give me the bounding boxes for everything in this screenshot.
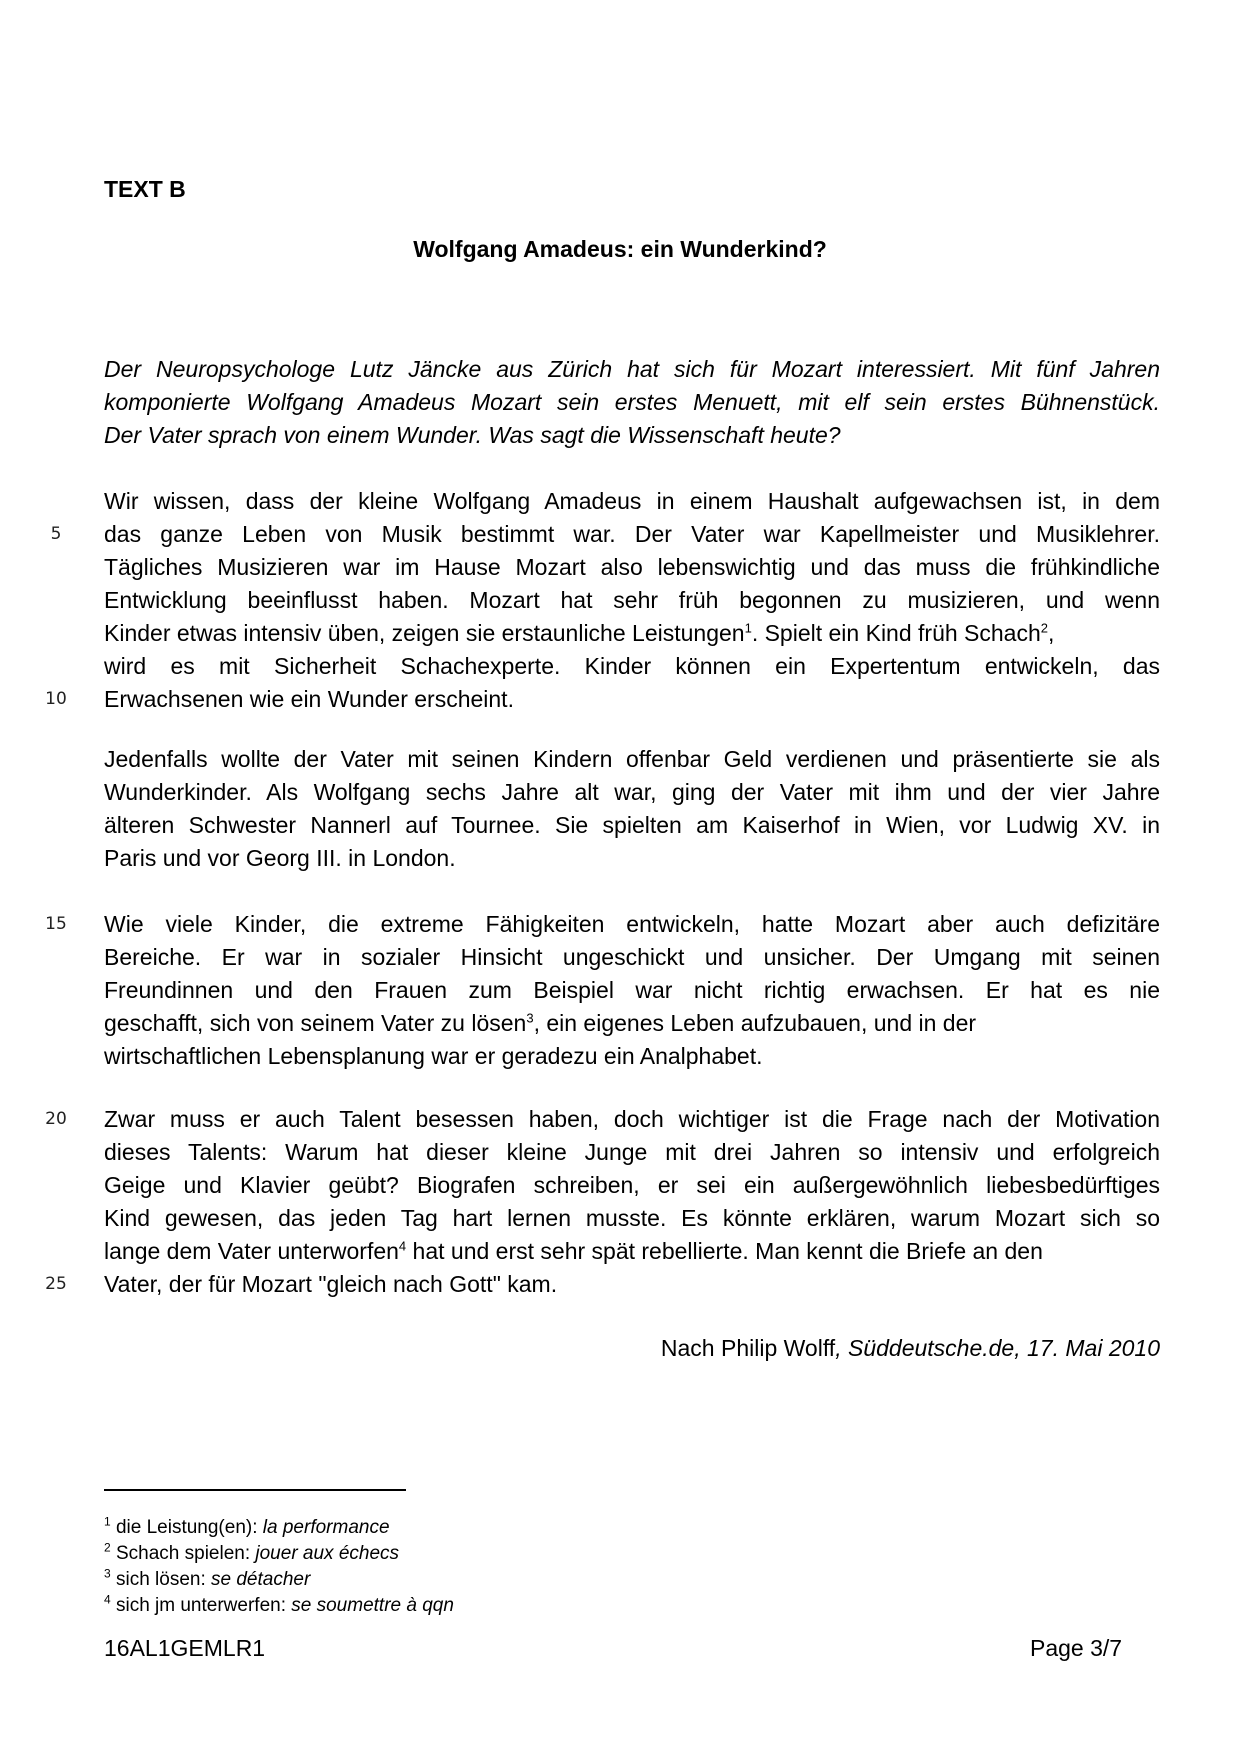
- body-line: Wunderkinder. Als Wolfgang sechs Jahre alt war, ging der Vater mit ihm und der vier Jahre: [104, 779, 1160, 805]
- body-line: [104, 1238, 1160, 1264]
- footnote-term: sich lösen:: [115, 1569, 212, 1590]
- body-line: Wie viele Kinder, die extreme Fähigkeiten entwickeln, hatte Mozart aber auch defizitäre: [104, 911, 1160, 937]
- footnote-ref: 1: [744, 620, 752, 636]
- footnote-translation: jouer aux échecs: [255, 1543, 400, 1564]
- body-line: älteren Schwester Nannerl auf Tournee. Sie spielten am Kaiserhof in Wien, vor Ludwig XV. in: [104, 812, 1160, 838]
- body-line: wird es mit Sicherheit Schachexperte. Kinder können ein Expertentum entwickeln, das: [104, 653, 1160, 679]
- body-text-segment: [104, 1010, 976, 1036]
- footnote-ref: 3: [526, 1010, 534, 1026]
- source-publication: , Süddeutsche.de, 17. Mai 2010: [835, 1335, 1160, 1361]
- document-code: 16AL1GEMLR1: [104, 1635, 266, 1661]
- body-line: Vater, der für Mozart "gleich nach Gott" kam.: [104, 1271, 558, 1297]
- intro-line: Der Neuropsychologe Lutz Jäncke aus Zürich hat sich für Mozart interessiert. Mit fünf Jahren: [104, 356, 1160, 382]
- body-line: dieses Talents: Warum hat dieser kleine Junge mit drei Jahren so intensiv und erfolgreich: [104, 1139, 1160, 1165]
- body-line: Bereiche. Er war in sozialer Hinsicht ungeschickt und unsicher. Der Umgang mit seinen: [104, 944, 1160, 970]
- section-heading: TEXT B: [104, 176, 186, 202]
- footnote-ref: 4: [398, 1238, 407, 1254]
- body-text-segment: Kinder etwas intensiv üben, zeigen sie erstaunliche Leistungen: [104, 620, 745, 646]
- footnote: [104, 1540, 400, 1565]
- source-citation: [661, 1335, 1160, 1361]
- footnote-mark: 2: [104, 1540, 111, 1555]
- body-line: Freundinnen und den Frauen zum Beispiel war nicht richtig erwachsen. Er hat es nie: [104, 977, 1160, 1003]
- body-line: Erwachsenen wie ein Wunder erscheint.: [104, 686, 514, 712]
- body-line: Tägliches Musizieren war im Hause Mozart also lebenswichtig und das muss die frühkindliche: [104, 554, 1160, 580]
- footnote-term: sich jm unterwerfen:: [115, 1595, 292, 1616]
- footnote-translation: se soumettre à qqn: [291, 1595, 454, 1616]
- line-number: 20: [45, 1109, 67, 1129]
- body-text-segment: hat und erst sehr spät rebellierte. Man kennt die Briefe an den: [406, 1238, 1043, 1264]
- footnote-translation: se détacher: [211, 1569, 311, 1590]
- body-line: Jedenfalls wollte der Vater mit seinen Kindern offenbar Geld verdienen und präsentierte sie als: [104, 746, 1160, 772]
- body-line: Wir wissen, dass der kleine Wolfgang Amadeus in einem Haushalt aufgewachsen ist, in dem: [104, 488, 1160, 514]
- body-line: das ganze Leben von Musik bestimmt war. Der Vater war Kapellmeister und Musiklehrer.: [104, 521, 1160, 547]
- body-line: [104, 1010, 1160, 1036]
- comma: ,: [1048, 620, 1055, 646]
- body-text-segment: . Spielt ein Kind früh Schach: [751, 620, 1041, 646]
- body-line: Zwar muss er auch Talent besessen haben, doch wichtiger ist die Frage nach der Motivation: [104, 1106, 1160, 1132]
- footnote-divider: [104, 1489, 406, 1491]
- footnote: [104, 1566, 311, 1591]
- intro-line: Der Vater sprach von einem Wunder. Was sagt die Wissenschaft heute?: [104, 422, 841, 448]
- line-number: 10: [45, 689, 67, 709]
- body-line: [104, 620, 1160, 646]
- footnote-mark: 1: [104, 1514, 111, 1529]
- footnote-term: Schach spielen:: [115, 1543, 256, 1564]
- line-number: 25: [45, 1274, 67, 1294]
- body-line: Kind gewesen, das jeden Tag hart lernen musste. Es könnte erklären, warum Mozart sich so: [104, 1205, 1160, 1231]
- body-line: Paris und vor Georg III. in London.: [104, 845, 456, 871]
- line-number: 15: [45, 914, 67, 934]
- footnote-term: die Leistung(en):: [115, 1517, 263, 1538]
- body-line: Entwicklung beeinflusst haben. Mozart hat sehr früh begonnen zu musizieren, und wenn: [104, 587, 1160, 613]
- article-title: Wolfgang Amadeus: ein Wunderkind?: [413, 236, 827, 262]
- intro-line: komponierte Wolfgang Amadeus Mozart sein erstes Menuett, mit elf sein erstes Bühnenstück.: [104, 389, 1160, 415]
- body-line: wirtschaftlichen Lebensplanung war er geradezu ein Analphabet.: [104, 1043, 763, 1069]
- page-number: Page 3/7: [1030, 1635, 1123, 1661]
- line-number: 5: [50, 524, 62, 544]
- body-text-segment: geschafft, sich von seinem Vater zu lösen: [104, 1010, 527, 1036]
- footnote: [104, 1592, 454, 1617]
- footnote-mark: 3: [104, 1566, 111, 1581]
- footnote-mark: 4: [104, 1592, 111, 1607]
- body-text-segment: , ein eigenes Leben aufzubauen, und in der: [533, 1010, 977, 1036]
- body-text-segment: lange dem Vater unterworfen: [104, 1238, 399, 1264]
- source-author: Nach Philip Wolff: [660, 1335, 836, 1361]
- footnote-translation: la performance: [262, 1517, 390, 1538]
- body-line: Geige und Klavier geübt? Biografen schreiben, er sei ein außergewöhnlich liebesbedürftiges: [104, 1172, 1160, 1198]
- footnote-ref: 2: [1040, 620, 1048, 636]
- footnote: [104, 1514, 390, 1539]
